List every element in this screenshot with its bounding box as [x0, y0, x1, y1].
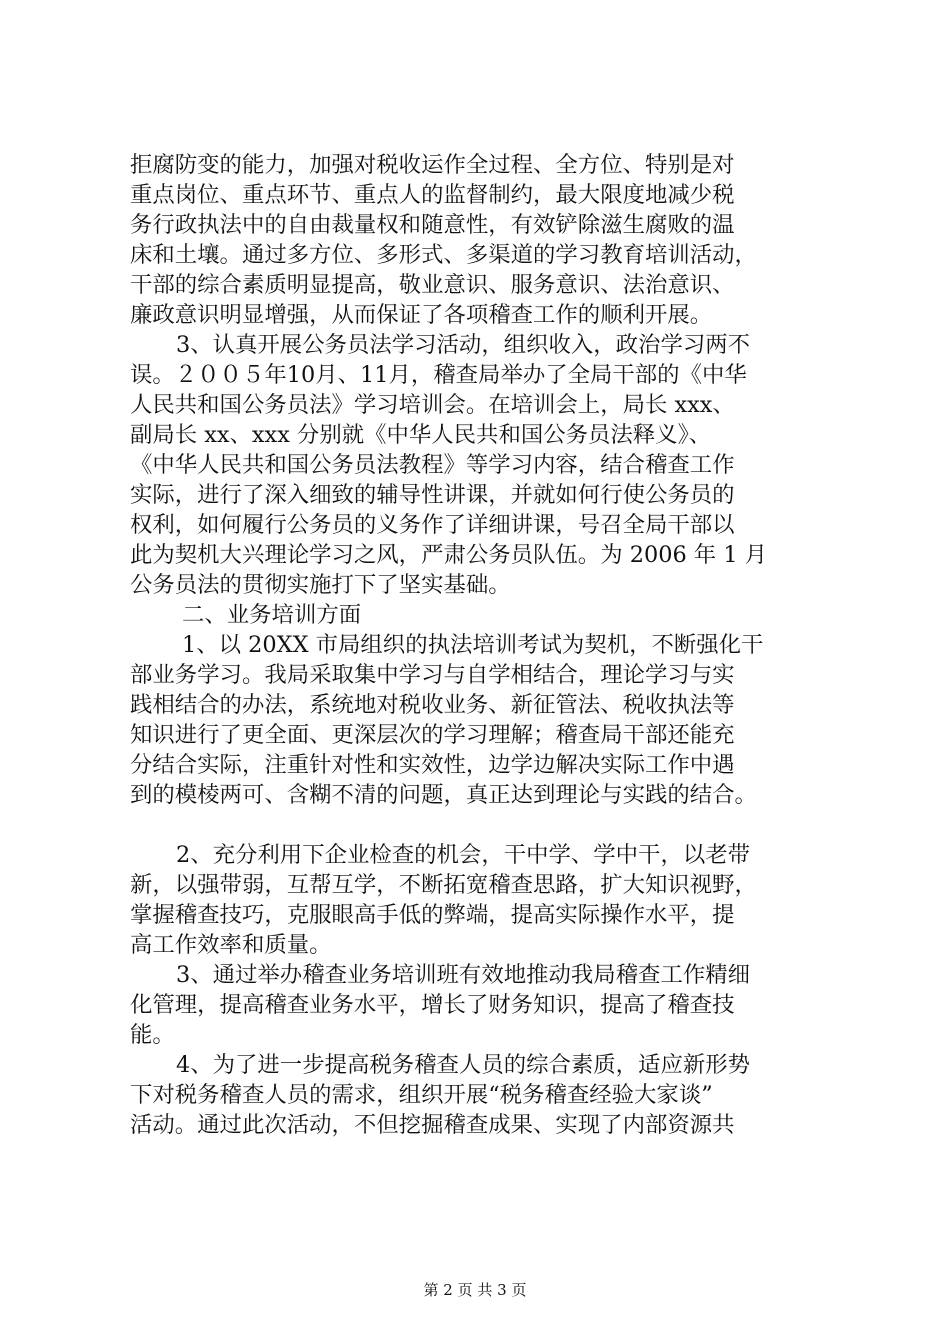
- text-line: 实际，进行了深入细致的辅导性讲课，并就如何行使公务员的: [130, 482, 735, 508]
- paragraph-gap: [130, 810, 830, 840]
- text-line: 下对税务稽查人员的需求，组织开展“税务稽查经验大家谈”: [130, 1082, 713, 1108]
- text-line: 公务员法的贯彻实施打下了坚实基础。: [130, 572, 511, 598]
- section-heading: 二、业务培训方面: [182, 602, 362, 628]
- document-body: [130, 150, 830, 1140]
- page-footer: [0, 1280, 950, 1300]
- text-line: 新，以强带弱，互帮互学，不断拓宽稽查思路，扩大知识视野，: [130, 872, 757, 898]
- paragraph-first-line: 4、为了进一步提高税务稽查人员的综合素质，适应新形势: [176, 1052, 751, 1078]
- paragraph-first-line: 2、充分利用下企业检查的机会，干中学、学中干，以老带: [176, 842, 751, 868]
- text-line: 部业务学习。我局采取集中学习与自学相结合，理论学习与实: [130, 662, 735, 688]
- text-line: 拒腐防变的能力，加强对税收运作全过程、全方位、特别是对: [130, 152, 735, 178]
- text-line: 掌握稽查技巧，克服眼高手低的弊端，提高实际操作水平，提: [130, 902, 735, 928]
- text-line: 到的模棱两可、含糊不清的问题，真正达到理论与实践的结合。: [130, 782, 757, 808]
- text-line: 人民共和国公务员法》学习培训会。在培训会上，局长 xxx、: [130, 392, 735, 418]
- text-line: 活动。通过此次活动，不但挖掘稽查成果、实现了内部资源共: [130, 1112, 735, 1138]
- text-line: 此为契机大兴理论学习之风，严肃公务员队伍。为 2006 年 1 月: [130, 542, 768, 568]
- text-line: 干部的综合素质明显提高，敬业意识、服务意识、法治意识、: [130, 272, 735, 298]
- text-line: 重点岗位、重点环节、重点人的监督制约，最大限度地减少税: [130, 182, 735, 208]
- text-line: 床和土壤。通过多方位、多形式、多渠道的学习教育培训活动，: [130, 242, 757, 268]
- text-line: 误。２００５年10月、11月，稽查局举办了全局干部的《中华: [130, 362, 747, 388]
- text-line: 廉政意识明显增强，从而保证了各项稽查工作的顺利开展。: [130, 302, 713, 328]
- text-line: 化管理，提高稽查业务水平，增长了财务知识，提高了稽查技: [130, 992, 735, 1018]
- page-number-label: 第 2 页 共 3 页: [423, 1281, 527, 1299]
- text-line: 副局长 xx、xxx 分别就《中华人民共和国公务员法释义》、: [130, 422, 712, 448]
- text-line: 权利，如何履行公务员的义务作了详细讲课，号召全局干部以: [130, 512, 735, 538]
- paragraph-first-line: 1、以 20XX 市局组织的执法培训考试为契机，不断强化干: [182, 632, 764, 658]
- paragraph-first-line: 3、通过举办稽查业务培训班有效地推动我局稽查工作精细: [176, 962, 751, 988]
- text-line: 能。: [130, 1022, 175, 1048]
- text-line: 《中华人民共和国公务员法教程》等学习内容，结合稽查工作: [130, 452, 735, 478]
- paragraph-first-line: 3、认真开展公务员法学习活动，组织收入，政治学习两不: [176, 332, 751, 358]
- text-line: 知识进行了更全面、更深层次的学习理解；稽查局干部还能充: [130, 722, 735, 748]
- text-line: 分结合实际，注重针对性和实效性，边学边解决实际工作中遇: [130, 752, 735, 778]
- text-line: 高工作效率和质量。: [130, 932, 332, 958]
- text-line: 务行政执法中的自由裁量权和随意性，有效铲除滋生腐败的温: [130, 212, 735, 238]
- text-line: 践相结合的办法，系统地对税收业务、新征管法、税收执法等: [130, 692, 735, 718]
